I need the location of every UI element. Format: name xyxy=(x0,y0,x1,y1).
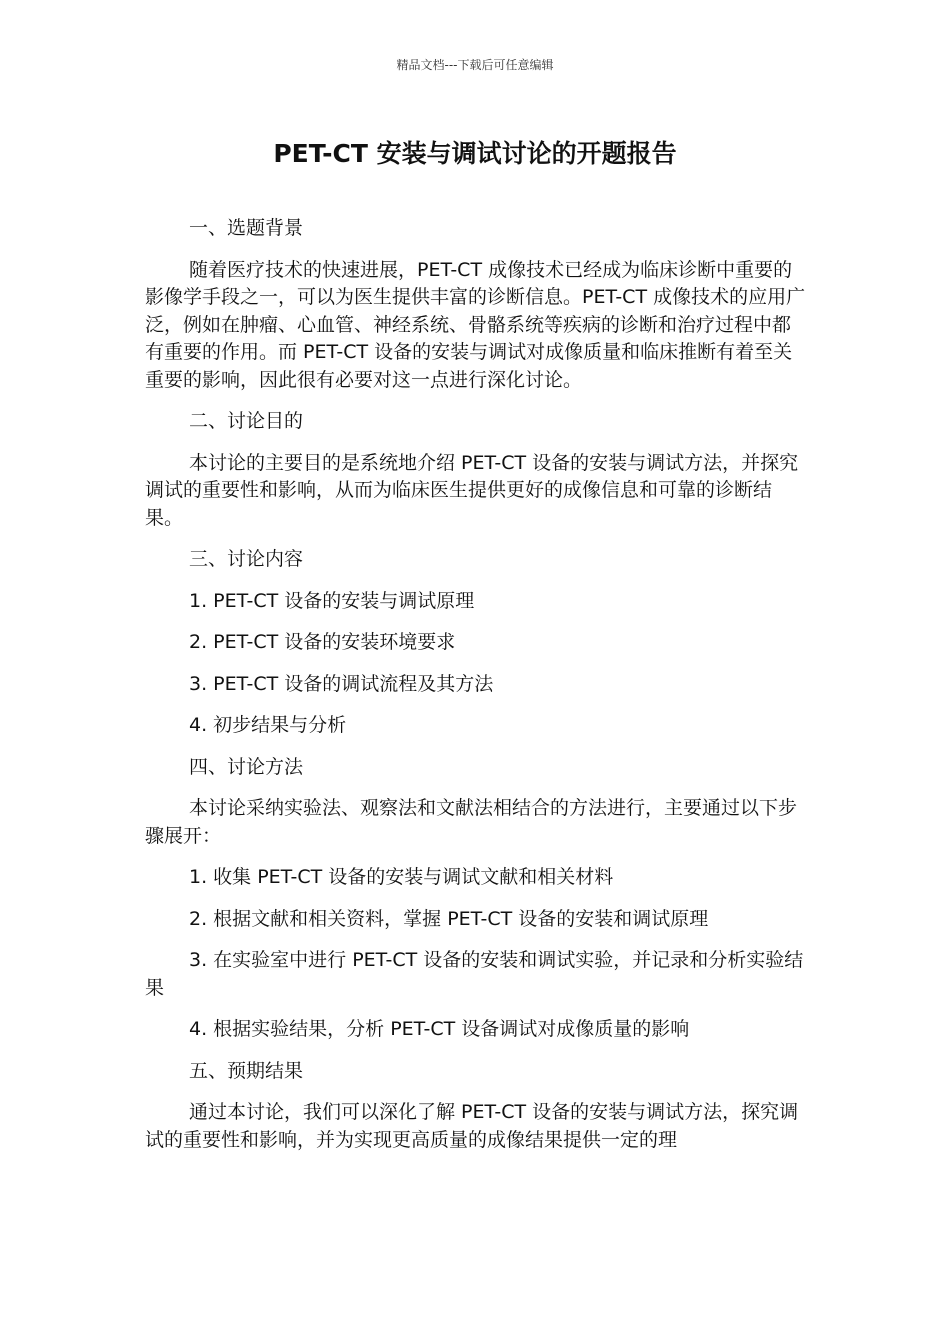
content-list-item: 3. PET-CT 设备的调试流程及其方法 xyxy=(189,672,494,695)
section-heading-content: 三、讨论内容 xyxy=(189,548,304,570)
method-list-item: 4. 根据实验结果，分析 PET-CT 设备调试对成像质量的影响 xyxy=(189,1018,690,1040)
document-title: PET-CT 安装与调试讨论的开题报告 xyxy=(273,139,677,168)
content-list-item: 1. PET-CT 设备的安装与调试原理 xyxy=(189,589,475,612)
background-paragraph: 随着医疗技术的快速进展，PET-CT 成像技术已经成为临床诊断中重要的影像学手段之一，可以为医生提供丰富的诊断信息。PET-CT 成像技术的应用广泛，例如在肿瘤、心血管、神经系统、骨骼系统等疾病的诊断和治疗过程中都有重要的作用。而 PET-CT 设备的安装与调试对成像质量和临床推断有着至关重要的影响，因此很有必要对这一点进行深化讨论。 xyxy=(145,258,806,391)
section-heading-method: 四、讨论方法 xyxy=(189,755,304,778)
section-heading-purpose: 二、讨论目的 xyxy=(189,410,304,432)
content-list-item: 4. 初步结果与分析 xyxy=(189,714,347,736)
section-heading-background: 一、选题背景 xyxy=(189,217,304,239)
method-list-item: 2. 根据文献和相关资料，掌握 PET-CT 设备的安装和调试原理 xyxy=(189,907,709,930)
method-list-item: 1. 收集 PET-CT 设备的安装与调试文献和相关材料 xyxy=(189,866,614,888)
section-heading-expected-results: 五、预期结果 xyxy=(189,1059,304,1082)
method-list-item: 3. 在实验室中进行 PET-CT 设备的安装和调试实验，并记录和分析实验结果 xyxy=(145,949,804,999)
purpose-paragraph: 本讨论的主要目的是系统地介绍 PET-CT 设备的安装与调试方法，并探究调试的重要性和影响，从而为临床医生提供更好的成像信息和可靠的诊断结果。 xyxy=(145,451,799,529)
document-body xyxy=(145,215,809,1168)
expected-results-paragraph: 通过本讨论，我们可以深化了解 PET-CT 设备的安装与调试方法，探究调试的重要性和影响，并为实现更高质量的成像结果提供一定的理 xyxy=(145,1101,799,1151)
page-header: 精品文档---下载后可任意编辑 xyxy=(396,58,554,72)
content-list-item: 2. PET-CT 设备的安装环境要求 xyxy=(189,631,456,653)
method-paragraph: 本讨论采纳实验法、观察法和文献法相结合的方法进行，主要通过以下步骤展开： xyxy=(145,797,798,847)
